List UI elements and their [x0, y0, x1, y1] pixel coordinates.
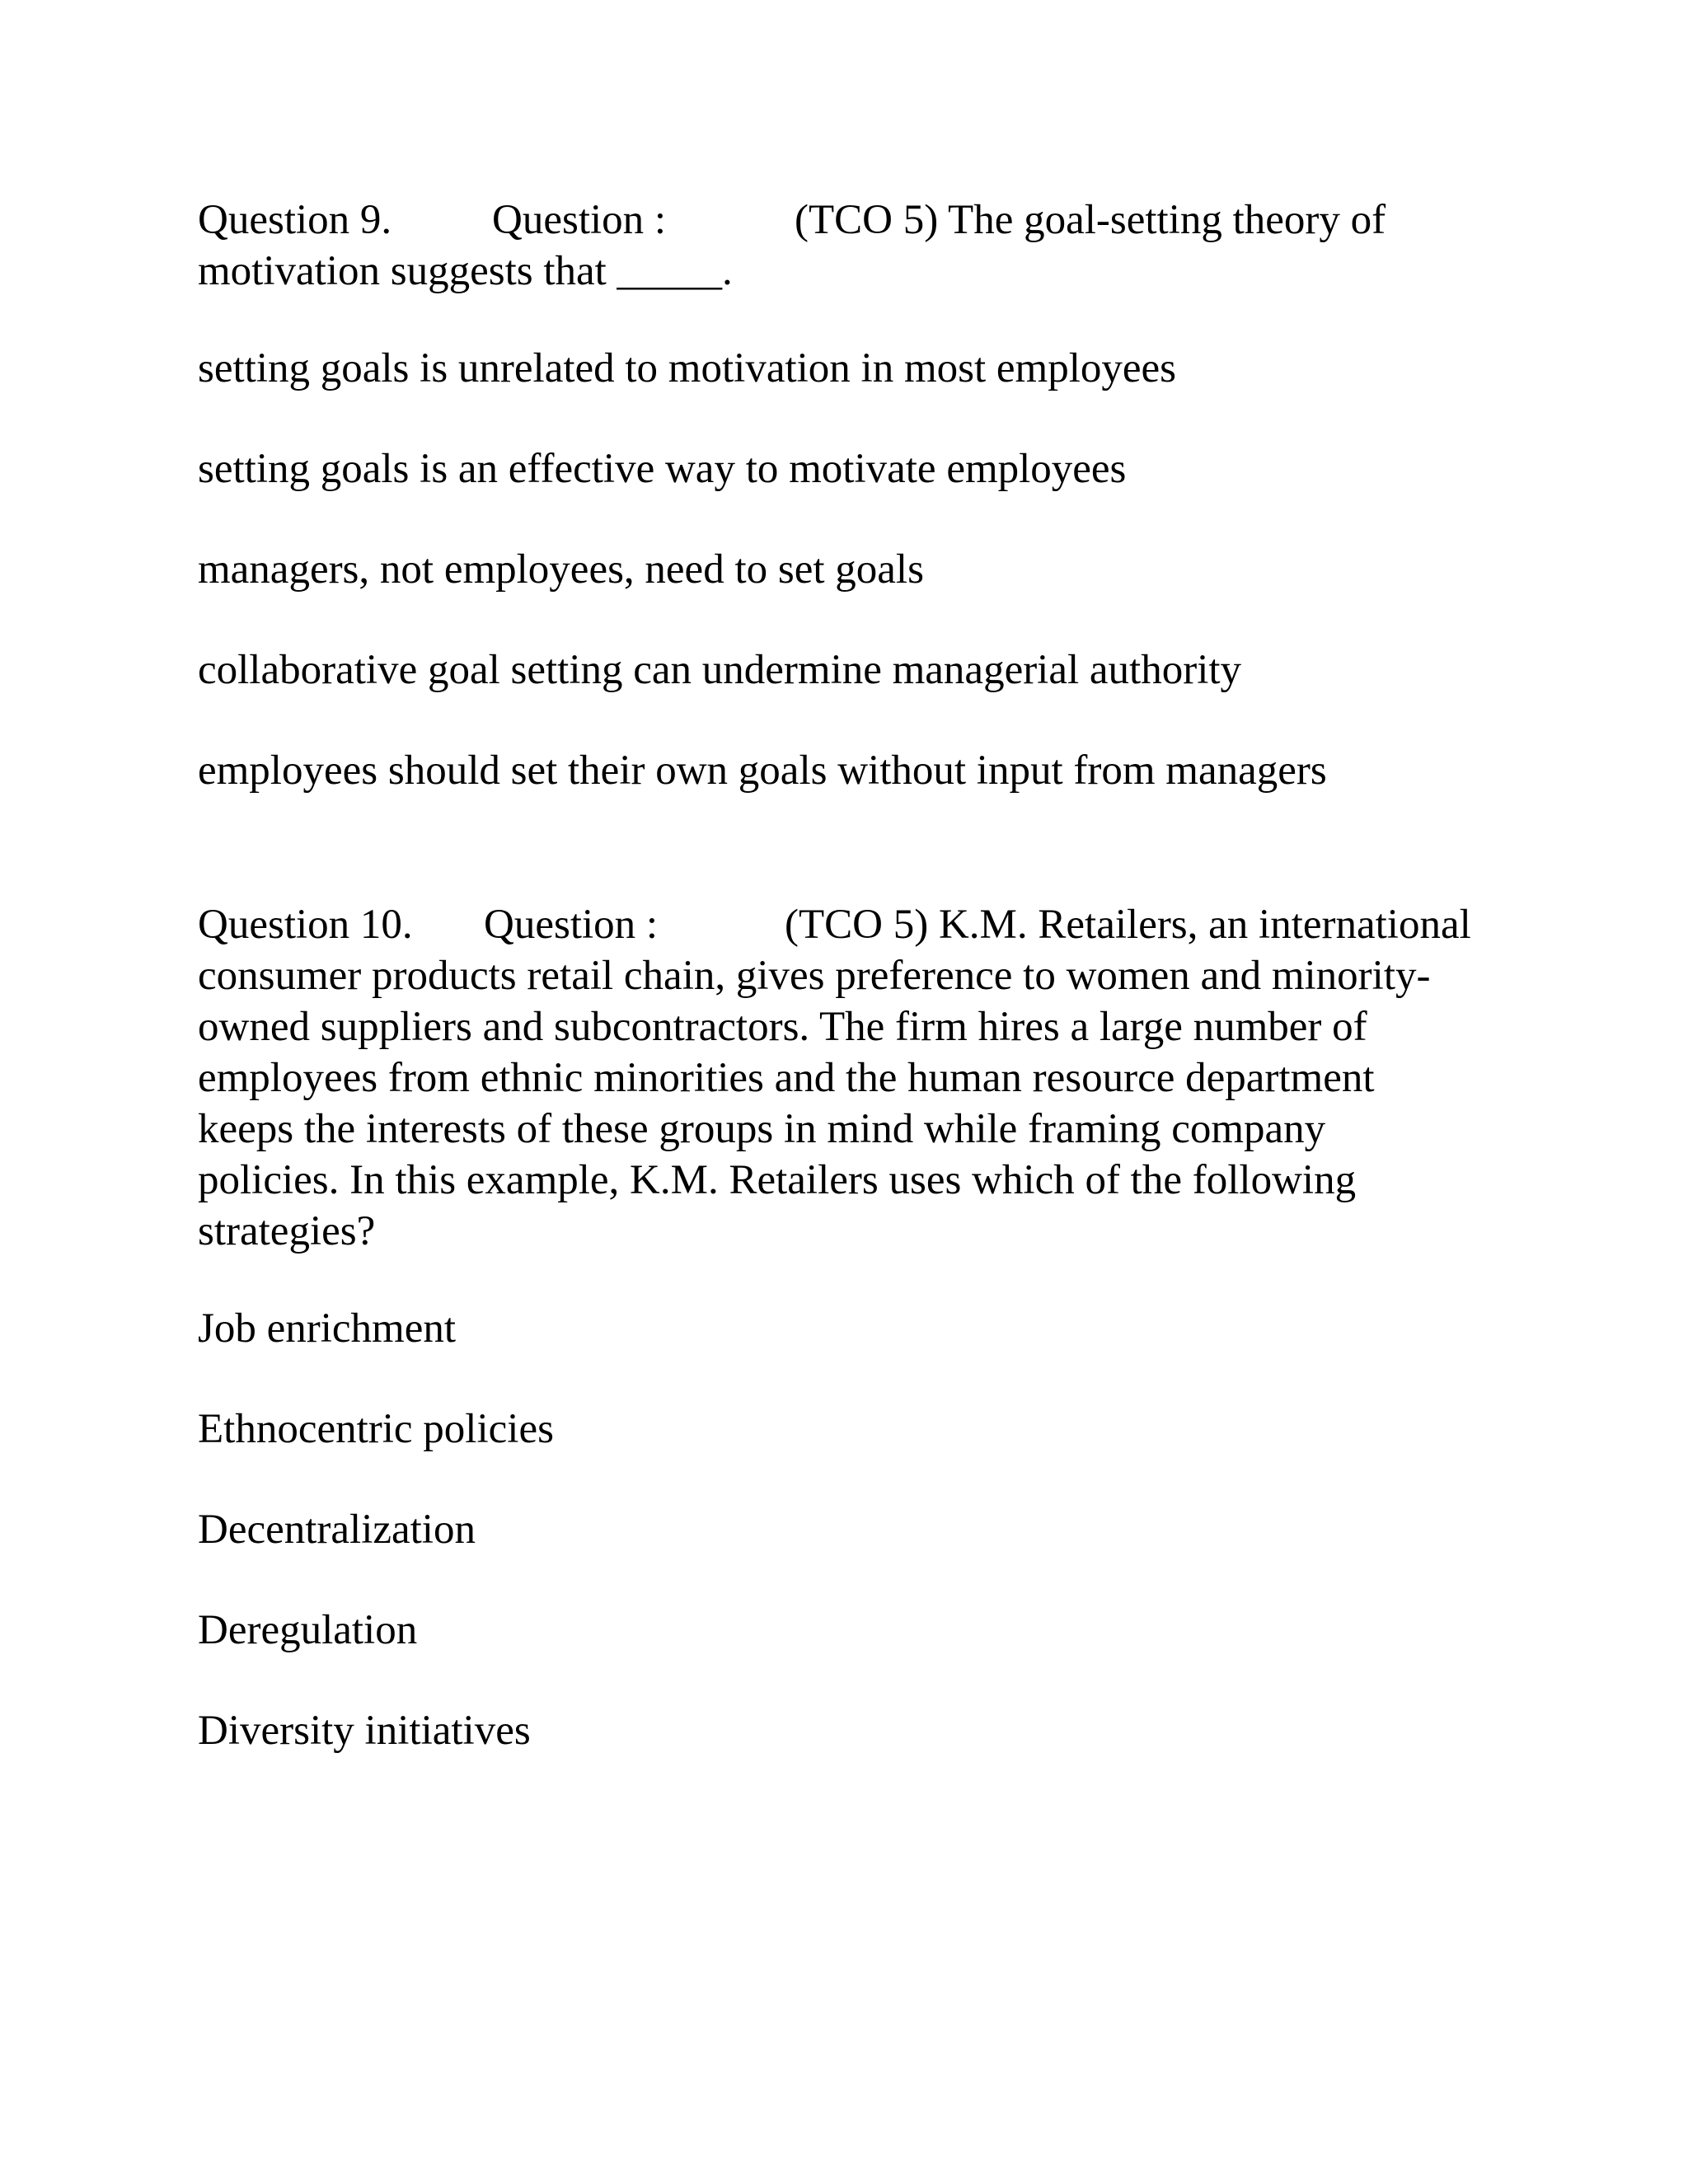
answer-option: employees should set their own goals without input from managers [198, 748, 1327, 794]
answer-option: Deregulation [198, 1607, 418, 1653]
question-stem [198, 899, 1471, 1257]
answer-option: collaborative goal setting can undermine managerial authority [198, 647, 1242, 693]
question-text: (TCO 5) The goal-setting theory of motivation suggests that _____. [198, 197, 1386, 294]
question-stem [198, 194, 1471, 297]
question-text: (TCO 5) K.M. Retailers, an international consumer products retail chain, gives preference to women and minority-owned suppliers and subcontractors. The firm hires a large number of employees from ethnic minorities and the human resource department keeps the interests of these groups in mind while framing company policies. In this example, K.M. Retailers uses which of the following strategies? [198, 902, 1471, 1254]
question-number: Question 9. [198, 197, 392, 243]
answer-options [198, 343, 1471, 796]
question-9 [198, 194, 1471, 796]
answer-option: Ethnocentric policies [198, 1406, 554, 1452]
question-label: Question : [484, 902, 659, 948]
question-10 [198, 899, 1471, 1756]
answer-option: managers, not employees, need to set goals [198, 546, 924, 593]
answer-option: setting goals is an effective way to motivate employees [198, 446, 1127, 492]
answer-option: Diversity initiatives [198, 1708, 531, 1754]
question-label: Question : [492, 197, 667, 243]
answer-option: Job enrichment [198, 1305, 456, 1352]
question-number: Question 10. [198, 902, 413, 948]
answer-option: setting goals is unrelated to motivation in most employees [198, 345, 1176, 391]
answer-option: Decentralization [198, 1507, 476, 1553]
answer-options [198, 1303, 1471, 1756]
